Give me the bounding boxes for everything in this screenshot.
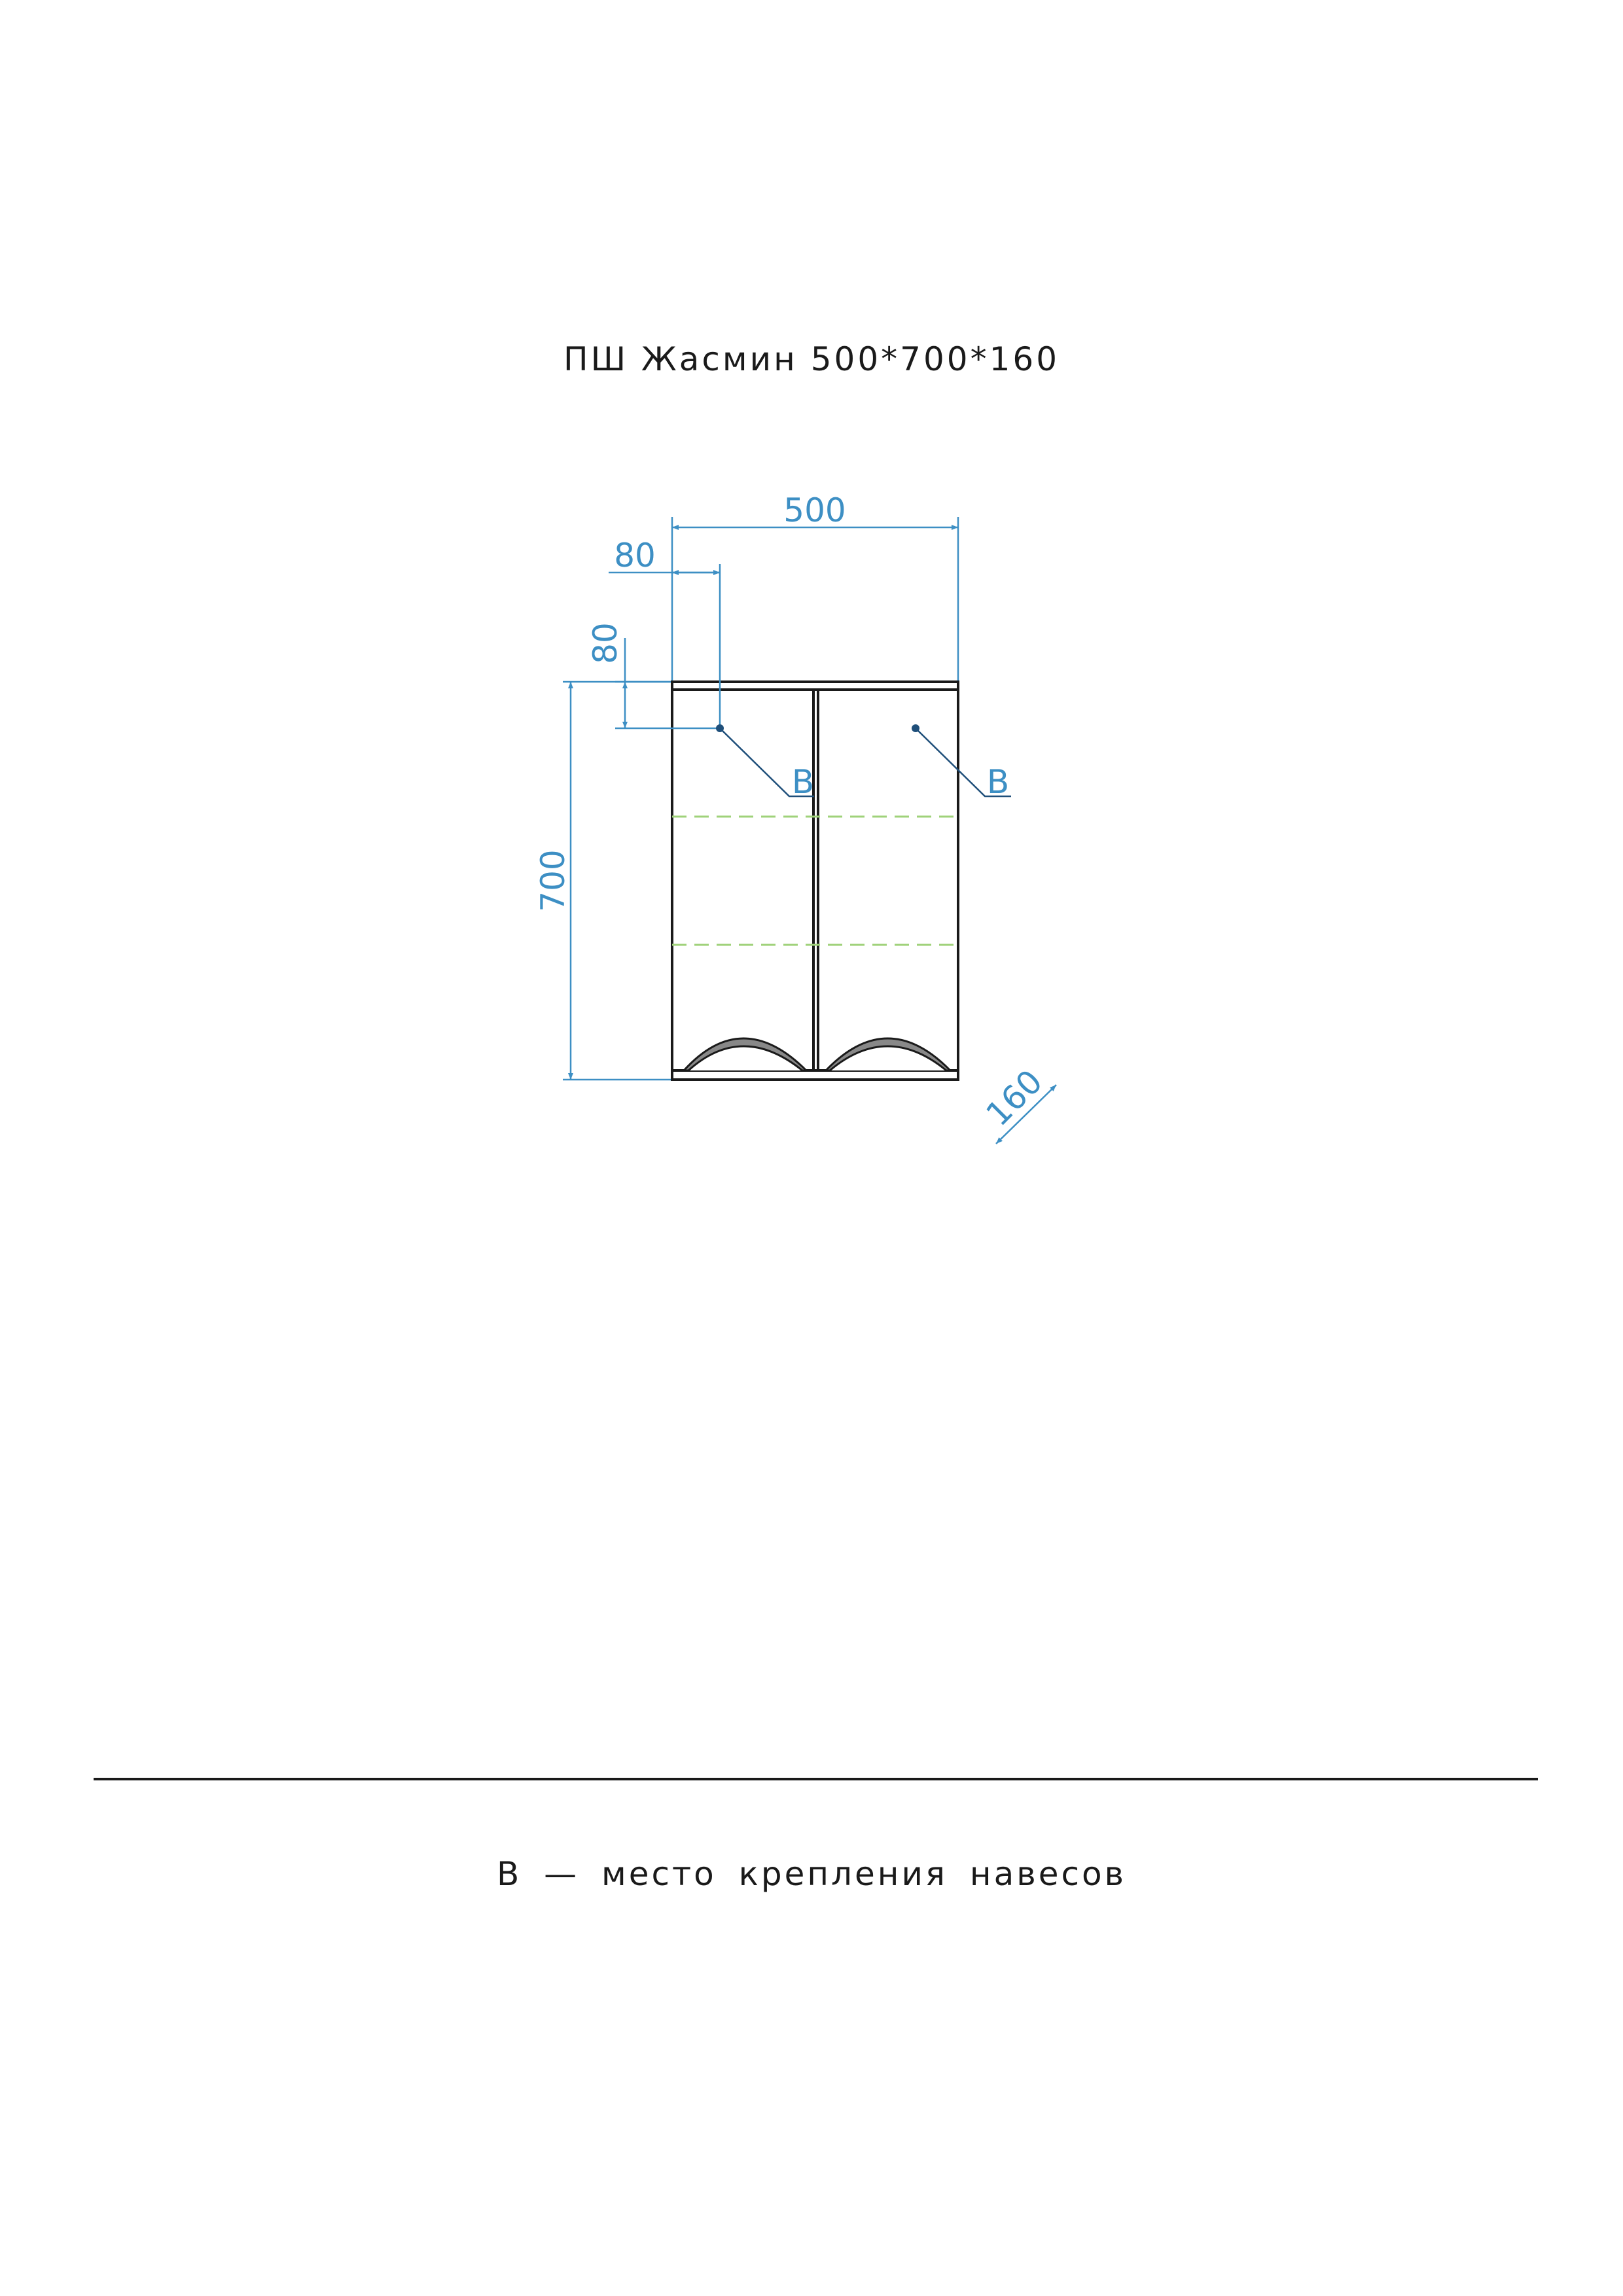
- offset-x-label: 80: [614, 537, 656, 574]
- handle-right-inner: [830, 1046, 946, 1070]
- legend-note: В — место крепления навесов: [496, 1855, 1127, 1893]
- marker-right-label: В: [986, 763, 1010, 801]
- shelves: [672, 817, 958, 945]
- cabinet-outline: [672, 682, 958, 1080]
- width-label: 500: [783, 491, 846, 529]
- offset-y-label: 80: [586, 622, 624, 664]
- depth-label: 160: [978, 1062, 1050, 1134]
- handle-left-inner: [688, 1046, 802, 1070]
- dimension-width: [672, 517, 958, 680]
- dimension-height: [563, 682, 671, 1080]
- marker-left-label: В: [791, 763, 815, 801]
- cabinet-body: [672, 682, 958, 1080]
- drawing-title: ПШ Жасмин 500*700*160: [563, 340, 1060, 378]
- height-label: 700: [534, 849, 572, 912]
